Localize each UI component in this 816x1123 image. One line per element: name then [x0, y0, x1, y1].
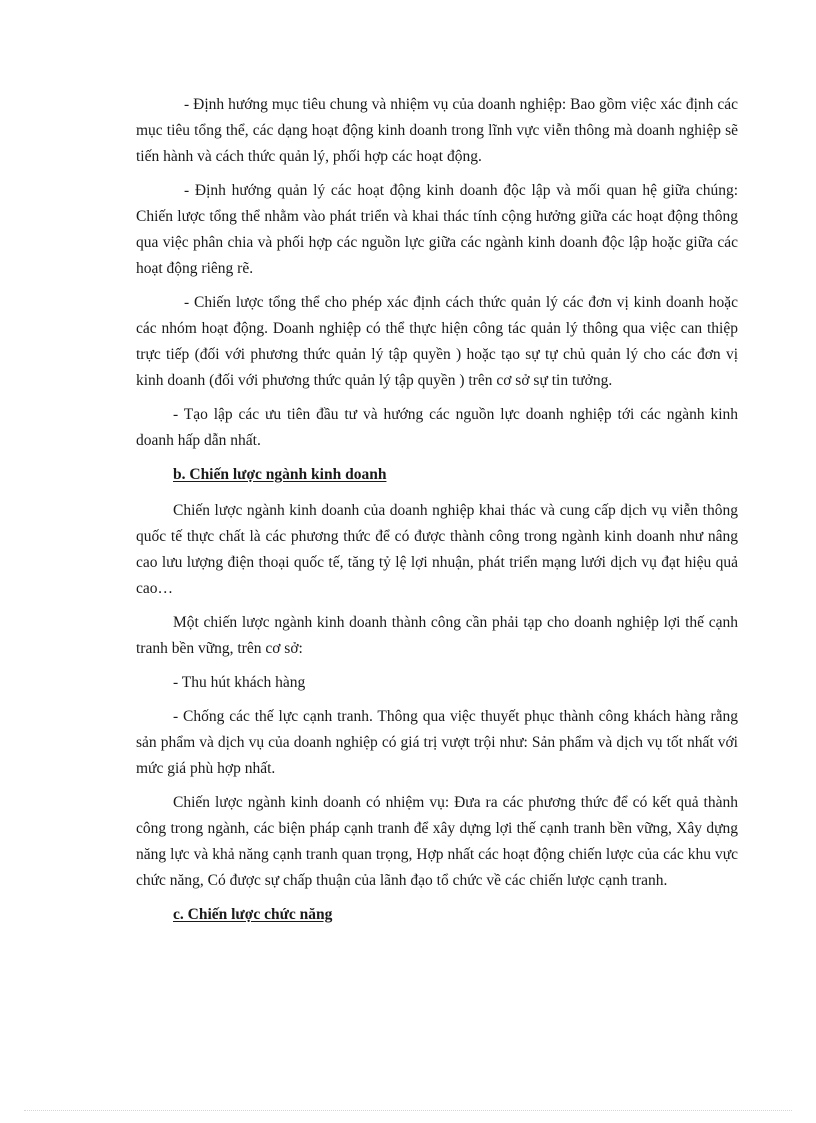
paragraph-business-strategy-definition: Chiến lược ngành kinh doanh của doanh nghiệp khai thác và cung cấp dịch vụ viễn thông quốc tế thực chất là các phương thức để có được thành công trong ngành kinh doanh như nâng cao lưu lượng điện thoại quốc tế, tăng tỷ lệ lợi nhuận, phát triển mạng lưới dịch vụ đạt hiệu quả cao…	[136, 502, 738, 597]
list-item-counter-competition: - Chống các thế lực cạnh tranh. Thông qua việc thuyết phục thành công khách hàng rằng sản phẩm và dịch vụ của doanh nghiệp có giá trị vượt trội như: Sản phẩm và dịch vụ tốt nhất với mức giá phù hợp nhất.	[136, 708, 738, 777]
paragraph-competitive-advantage: Một chiến lược ngành kinh doanh thành công cần phải tạp cho doanh nghiệp lợi thế cạnh tranh bền vững, trên cơ sở:	[136, 614, 738, 657]
list-item-attract-customers: - Thu hút khách hàng	[173, 674, 306, 691]
page-bottom-divider	[24, 1110, 792, 1111]
heading-business-strategy: b. Chiến lược ngành kinh doanh	[173, 466, 387, 483]
document-page	[136, 92, 738, 938]
heading-functional-strategy: c. Chiến lược chức năng	[173, 906, 333, 923]
paragraph-investment-priorities: - Tạo lập các ưu tiên đầu tư và hướng các nguồn lực doanh nghiệp tới các ngành kinh doanh hấp dẫn nhất.	[136, 406, 738, 449]
paragraph-overall-strategy: - Chiến lược tổng thể cho phép xác định cách thức quản lý các đơn vị kinh doanh hoặc các nhóm hoạt động. Doanh nghiệp có thể thực hiện công tác quản lý thông qua việc can thiệp trực tiếp (đối với phương thức quản lý tập quyền ) hoặc tạo sự tự chủ quản lý cho các đơn vị kinh doanh (đối với phương thức quản lý tập quyền ) trên cơ sở sự tin tưởng.	[136, 294, 738, 389]
paragraph-business-strategy-tasks: Chiến lược ngành kinh doanh có nhiệm vụ: Đưa ra các phương thức để có kết quả thành công trong ngành, các biện pháp cạnh tranh để xây dựng lợi thế cạnh tranh bền vững, Xây dựng năng lực và khả năng cạnh tranh quan trọng, Hợp nhất các hoạt động chiến lược của các khu vực chức năng, Có được sự chấp thuận của lãnh đạo tổ chức về các chiến lược cạnh tranh.	[136, 794, 738, 889]
paragraph-management-orientation: - Định hướng quản lý các hoạt động kinh doanh độc lập và mối quan hệ giữa chúng: Chiến lược tổng thể nhằm vào phát triển và khai thác tính cộng hưởng giữa các hoạt động thông qua việc phân chia và phối hợp các nguồn lực giữa các ngành kinh doanh độc lập hoặc giữa các hoạt động riêng rẽ.	[136, 182, 738, 277]
paragraph-goal-orientation: - Định hướng mục tiêu chung và nhiệm vụ của doanh nghiệp: Bao gồm việc xác định các mục tiêu tổng thể, các dạng hoạt động kinh doanh trong lĩnh vực viễn thông mà doanh nghiệp sẽ tiến hành và cách thức quản lý, phối hợp các hoạt động.	[136, 96, 738, 165]
